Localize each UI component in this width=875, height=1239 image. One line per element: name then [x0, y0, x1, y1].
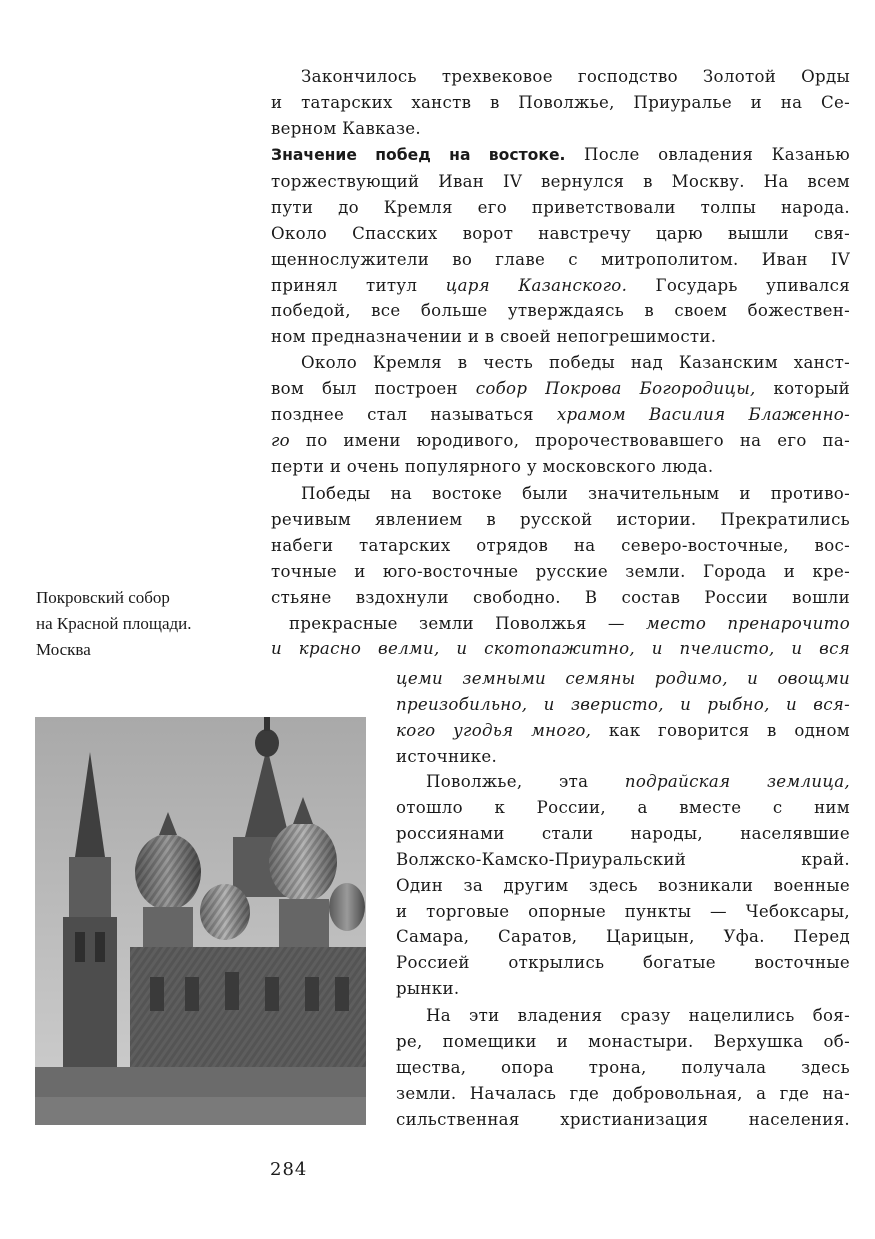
text-line: рынки.	[396, 979, 460, 999]
text-line: и красно велми, и скотопажитно, и пчелисто, и вся	[271, 639, 850, 659]
text-line: Россией открылись богатые восточные	[396, 953, 850, 973]
text-line: и торговые опорные пункты — Чебоксары,	[396, 901, 850, 921]
text-line: ре, помещики и монастыри. Верхушка об-	[396, 1031, 850, 1051]
text-line: источнике.	[396, 746, 498, 766]
text-line: пути до Кремля его приветствовали толпы народа.	[271, 197, 850, 217]
text-line: Закончилось трехвековое господство Золотой Орды	[301, 67, 850, 86]
text-line: Один за другим здесь возникали военные	[396, 875, 850, 895]
text-line: Победы на востоке были значительным и противо-	[301, 484, 850, 503]
text-line: го по имени юродивого, пророчествовавшего на его па-	[271, 430, 850, 450]
text-line: На эти владения сразу нацелились боя-	[426, 1006, 850, 1025]
paragraph-cathedral	[271, 350, 850, 480]
text-line: Волжско-Камско-Приуральский край.	[396, 849, 850, 869]
text-line: стьяне вздохнули свободно. В состав России вошли	[271, 587, 850, 607]
text-line: речивым явлением в русской истории. Прекратились	[271, 509, 850, 529]
text-line: верном Кавказе.	[271, 118, 422, 138]
text-line: щеннослужители во главе с митрополитом. Иван IV	[271, 249, 850, 269]
text-line: позднее стал называться храмом Василия Блаженно-	[271, 404, 850, 424]
text-line: Поволжье, эта подрайская землица,	[426, 772, 850, 791]
text-line: отошло к России, а вместе с ним	[396, 797, 850, 817]
section-heading: Значение побед на востоке.	[271, 146, 566, 164]
st-basils-cathedral-photo	[35, 717, 366, 1125]
text-line: цеми земными семяны родимо, и овощми	[396, 669, 850, 688]
text-line: кого угодья много, как говорится в одном	[396, 720, 850, 740]
text-line: победой, все больше утверждаясь в своем божествен-	[271, 301, 850, 321]
text-line: вом был построен собор Покрова Богородицы, который	[271, 378, 850, 398]
text-line: Самара, Саратов, Царицын, Уфа. Перед	[396, 927, 850, 947]
text-line: набеги татарских отрядов на северо-восточные, вос-	[271, 535, 850, 555]
text-line: ном предназначении и в своей непогрешимости.	[271, 327, 717, 347]
text-line: преизобильно, и зверисто, и рыбно, и вся-	[396, 694, 850, 714]
text-line: прекрасные земли Поволжья — место пренарочито	[289, 613, 850, 633]
paragraph-eastern-victories	[271, 142, 850, 350]
text-line: щества, опора трона, получала здесь	[396, 1057, 850, 1077]
text-line: земли. Началась где добровольная, а где на-	[396, 1083, 850, 1103]
text-line: принял титул царя Казанского. Государь упивался	[271, 275, 850, 295]
text-line: Значение побед на востоке. После овладения Казанью	[271, 145, 850, 164]
text-line: торжествующий Иван IV вернулся в Москву. На всем	[271, 171, 850, 191]
page-number: 284	[270, 1159, 308, 1180]
paragraph-golden-horde	[271, 64, 850, 142]
paragraph-christianization	[396, 1003, 850, 1133]
caption-line: Москва	[36, 640, 91, 659]
text-line: россиянами стали народы, населявшие	[396, 823, 850, 843]
paragraph-consequences-cont	[396, 666, 850, 770]
text-line: Около Спасских ворот навстречу царю вышли свя-	[271, 223, 850, 243]
caption-line: на Красной площади.	[36, 614, 192, 633]
paragraph-consequences	[271, 481, 850, 662]
text-line: перти и очень популярного у московского люда.	[271, 456, 714, 476]
text-line: Около Кремля в честь победы над Казанским ханст-	[301, 353, 850, 372]
text-line: и татарских ханств в Поволжье, Приуралье и на Се-	[271, 92, 850, 112]
text-line: сильственная христианизация населения.	[396, 1109, 850, 1129]
paragraph-volga	[396, 769, 850, 1002]
caption-line: Покровский собор	[36, 588, 170, 607]
text-line: точные и юго-восточные русские земли. Города и кре-	[271, 561, 850, 581]
photo-caption	[36, 585, 266, 663]
